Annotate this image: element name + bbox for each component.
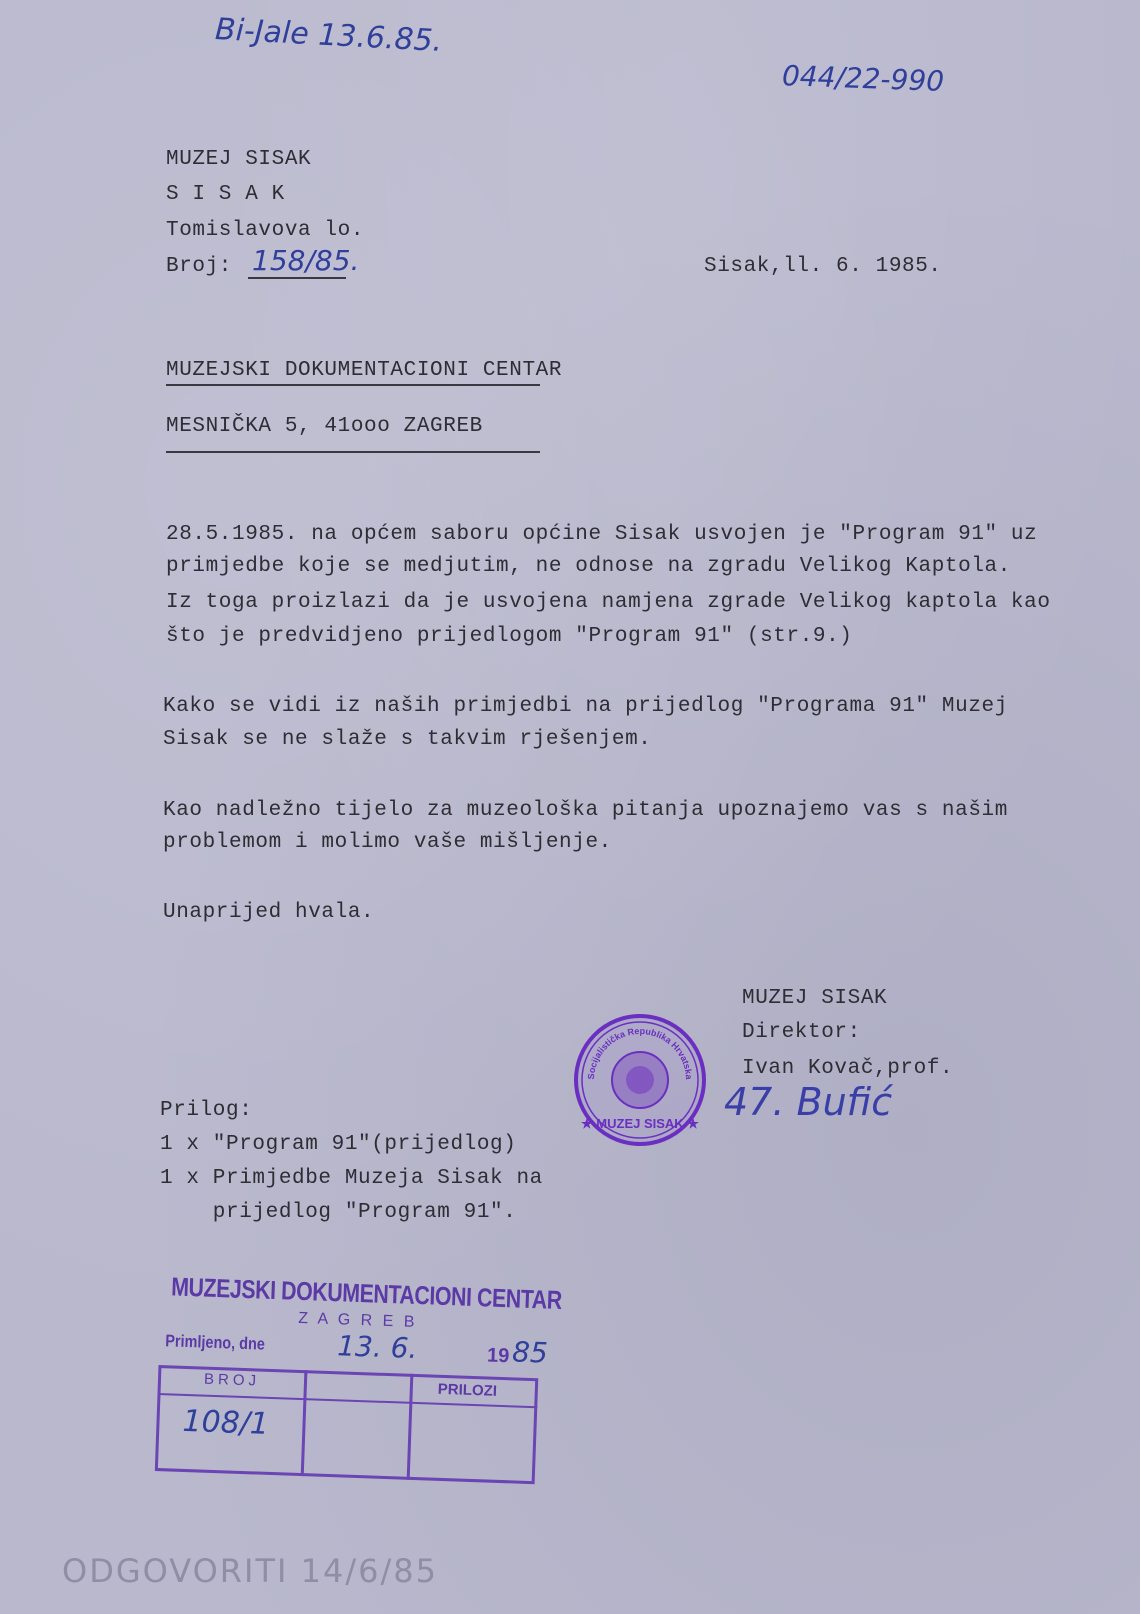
number-label: Broj: <box>166 255 233 278</box>
sender-name: MUZEJ SISAK <box>166 148 312 171</box>
body-line: 28.5.1985. na općem saboru općine Sisak usvojen je "Program 91" uz <box>166 523 1038 546</box>
body-line: Iz toga proizlazi da je usvojena namjena zgrade Velikog kaptola kao <box>166 591 1051 614</box>
body-line: Sisak se ne slaže s takvim rješenjem. <box>163 728 652 751</box>
handwritten-signature: 47. Bufić <box>724 1080 893 1124</box>
body-line: Kao nadležno tijelo za muzeološka pitanja upoznajemo vas s našim <box>163 799 1008 822</box>
handwritten-number: 158/85. <box>252 244 360 277</box>
signature-org: MUZEJ SISAK <box>742 987 888 1010</box>
handwritten-reference-top-right: 044/22-990 <box>781 59 945 98</box>
attachment-item: prijedlog "Program 91". <box>160 1201 517 1224</box>
stamp-received-label: Primljeno, dne <box>165 1331 266 1354</box>
body-line: primjedbe koje se medjutim, ne odnose na zgradu Velikog Kaptola. <box>166 555 1011 578</box>
recipient-name-underline <box>166 384 540 386</box>
handwritten-note-bottom: ODGOVORITI 14/6/85 <box>62 1552 438 1590</box>
attachment-item: 1 x "Program 91"(prijedlog) <box>160 1133 517 1156</box>
stamp-number-value: 108/1 <box>181 1403 270 1442</box>
signature-role: Direktor: <box>742 1021 861 1044</box>
body-line: što je predvidjeno prijedlogom "Program 91" (str.9.) <box>166 625 853 648</box>
signature-name: Ivan Kovač,prof. <box>742 1057 954 1080</box>
recipient-name: MUZEJSKI DOKUMENTACIONI CENTAR <box>166 359 563 382</box>
recipient-address-underline <box>166 451 540 453</box>
stamp-title: MUZEJSKI DOKUMENTACIONI CENTAR <box>170 1271 563 1316</box>
seal-graphic <box>572 1012 708 1148</box>
handwritten-note-top-left: Bi-Jale 13.6.85. <box>214 12 444 59</box>
stamp-city: Z A G R E B <box>297 1309 418 1332</box>
sender-address: Tomislavova lo. <box>166 219 365 242</box>
museum-seal <box>572 1012 708 1148</box>
seal-outer-text: Socijalistička Republika Hrvatska <box>585 1025 695 1080</box>
seal-inner-text: ★ MUZEJ SISAK ★ <box>581 1116 699 1131</box>
number-underline <box>248 277 346 279</box>
recipient-address: MESNIČKA 5, 41ooo ZAGREB <box>166 415 483 438</box>
body-line: Kako se vidi iz naših primjedbi na prijedlog "Programa 91" Muzej <box>163 695 1008 718</box>
received-stamp <box>152 1265 580 1510</box>
body-line: problemom i molimo vaše mišljenje. <box>163 831 612 854</box>
stamp-year-prefix: 19 <box>486 1344 510 1368</box>
stamp-col-number: BROJ <box>203 1370 261 1390</box>
closing-line: Unaprijed hvala. <box>163 901 375 924</box>
date-line: Sisak,ll. 6. 1985. <box>704 255 942 278</box>
attachment-item: 1 x Primjedbe Muzeja Sisak na <box>160 1167 543 1190</box>
stamp-received-date: 13. 6. <box>336 1329 418 1366</box>
sender-city: S I S A K <box>166 183 285 206</box>
attachments-label: Prilog: <box>160 1099 253 1122</box>
stamp-year-suffix: 85 <box>511 1335 549 1370</box>
stamp-col-prilozi: PRILOZI <box>437 1380 498 1400</box>
